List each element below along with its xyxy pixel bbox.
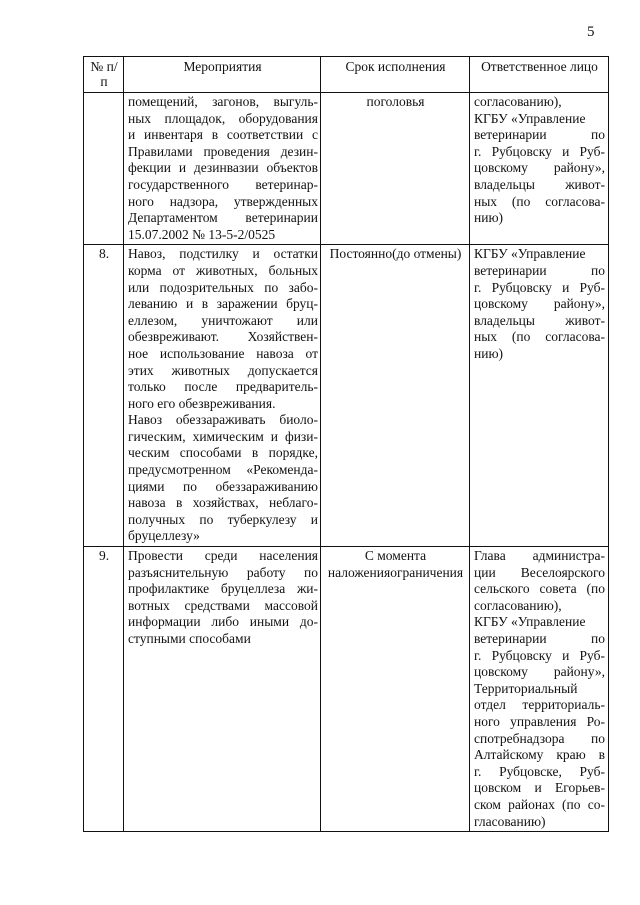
measures-cell-line: циями по обеззараживанию — [128, 478, 318, 494]
measures-cell-line: Навоз, подстилку и остатки — [128, 246, 318, 262]
responsible-cell-line: цовском и Егорьев- — [474, 780, 605, 796]
responsible-cell-line: г. Рубцовске, Руб- — [474, 763, 605, 779]
measures-cell-line: профилактике бруцеллеза жи- — [128, 581, 318, 597]
measures-cell-line: помещений, загонов, выгуль- — [128, 94, 318, 109]
term-cell — [321, 93, 470, 245]
responsible-cell-line: ных (по согласова- — [474, 329, 605, 345]
measures-cell-line: корма от животных, больных — [128, 262, 318, 278]
responsible-cell — [470, 93, 609, 245]
responsible-cell-line: ного управления Ро- — [474, 713, 605, 729]
responsible-cell-line: Алтайскому краю в — [474, 747, 605, 763]
measures-cell-line: ное использование навоза от — [128, 345, 318, 361]
responsible-cell-line: Территориальный — [474, 680, 578, 696]
row-number: 9. — [84, 547, 124, 832]
measures-cell-line: ступными способами — [128, 631, 251, 646]
responsible-cell-line: КГБУ «Управление — [474, 110, 586, 126]
responsible-cell-line: гласованию) — [474, 813, 546, 829]
responsible-cell-line: согласованию), — [474, 597, 562, 613]
responsible-cell-line: г. Рубцовску и Руб- — [474, 143, 605, 159]
responsible-cell-line: ции Веселоярского — [474, 564, 605, 580]
measures-cell-line: ческим способами в порядке, — [128, 445, 318, 461]
measures-cell-line: навоза в хозяйствах, неблаго- — [128, 495, 318, 511]
measures-cell-line: этих животных допускается — [128, 362, 318, 378]
responsible-cell-line: ветеринарии по — [474, 127, 605, 143]
measures-cell-line: ного его обезвреживания. — [128, 395, 276, 411]
measures-cell — [124, 547, 321, 832]
measures-cell-line: и инвентаря в соответствии с — [128, 127, 318, 143]
header-number: № п/п — [84, 57, 124, 93]
measures-cell-line: фекции и дезинвазии объектов — [128, 160, 318, 176]
responsible-cell-line: сельского совета (по — [474, 581, 605, 597]
responsible-cell-line: КГБУ «Управление — [474, 614, 586, 630]
row-number: 8. — [84, 245, 124, 547]
measures-cell-line: только после предваритель- — [128, 379, 318, 395]
measures-cell-line: Правилами проведения дезин- — [128, 143, 318, 159]
measures-cell-line: ных площадок, оборудования — [128, 110, 318, 126]
responsible-cell-line: цовскому району», — [474, 296, 605, 312]
measures-cell-line: леванию и в заражении бруц- — [128, 296, 318, 312]
measures-cell-line: информации либо иными до- — [128, 614, 318, 630]
responsible-cell-line: владельцы живот- — [474, 312, 605, 328]
measures-table — [83, 56, 609, 832]
responsible-cell-line: ных (по согласова- — [474, 193, 605, 209]
measures-cell-line: Навоз обеззараживать биоло- — [128, 412, 318, 428]
table-header-row — [84, 57, 609, 93]
responsible-cell-line: согласованию), — [474, 94, 562, 109]
measures-cell-line: бруцеллезу» — [128, 528, 200, 544]
responsible-cell-line: нию) — [474, 210, 504, 226]
term-cell — [321, 547, 470, 832]
responsible-cell-line: ветеринарии по — [474, 631, 605, 646]
row-number — [84, 93, 124, 245]
responsible-cell-line: спотребнадзора по — [474, 730, 605, 746]
measures-cell-line: вотных средствами массовой — [128, 597, 318, 613]
responsible-cell-line: ском районах (по со- — [474, 796, 605, 812]
measures-cell-line: разъяснительную работу по — [128, 564, 318, 580]
term-cell-line: поголовья — [366, 94, 425, 109]
responsible-cell-line: цовскому району», — [474, 664, 605, 680]
measures-cell-line: гическим, химическим и физи- — [128, 428, 318, 444]
table-row — [84, 547, 609, 832]
header-term: Срок исполнения — [321, 57, 470, 93]
measures-cell-line: еллезом, уничтожают или — [128, 312, 318, 328]
measures-cell-line: получных по туберкулезу и — [128, 511, 318, 527]
term-cell-line: ограничения — [390, 564, 464, 580]
responsible-cell-line: цовскому району», — [474, 160, 605, 176]
header-responsible: Ответственное лицо — [470, 57, 609, 93]
table-row — [84, 93, 609, 245]
responsible-cell-line: владельцы живот- — [474, 176, 605, 192]
measures-cell-line: Департаментом ветеринарии — [128, 210, 318, 226]
responsible-cell-line: ветеринарии по — [474, 262, 605, 278]
measures-cell-line: ного надзора, утвержденных — [128, 193, 318, 209]
measures-cell-line: государственного ветеринар- — [128, 176, 318, 192]
term-cell-line: (до отмены) — [392, 246, 462, 262]
measures-cell-line: предусмотренном «Рекоменда- — [128, 462, 318, 478]
responsible-cell-line: г. Рубцовску и Руб- — [474, 647, 605, 663]
measures-cell — [124, 245, 321, 547]
header-measures: Мероприятия — [124, 57, 321, 93]
measures-cell-line: Провести среди населения — [128, 548, 318, 564]
measures-cell-line: или подозрительных по забо- — [128, 279, 318, 295]
responsible-cell — [470, 245, 609, 547]
measures-cell-line: обезвреживают. Хозяйствен- — [128, 329, 318, 345]
page-number: 5 — [587, 24, 595, 40]
responsible-cell-line: КГБУ «Управление — [474, 246, 586, 262]
term-cell — [321, 245, 470, 547]
responsible-cell-line: отдел территориаль- — [474, 697, 605, 713]
responsible-cell-line: нию) — [474, 345, 504, 361]
responsible-cell — [470, 547, 609, 832]
term-cell-line: Постоянно — [329, 246, 393, 262]
responsible-cell-line: г. Рубцовску и Руб- — [474, 279, 605, 295]
measures-cell — [124, 93, 321, 245]
responsible-cell-line: Глава администра- — [474, 548, 605, 564]
term-cell-line: С момента наложения — [327, 548, 427, 580]
table-row — [84, 245, 609, 547]
measures-cell-line: 15.07.2002 № 13-5-2/0525 — [128, 226, 276, 242]
